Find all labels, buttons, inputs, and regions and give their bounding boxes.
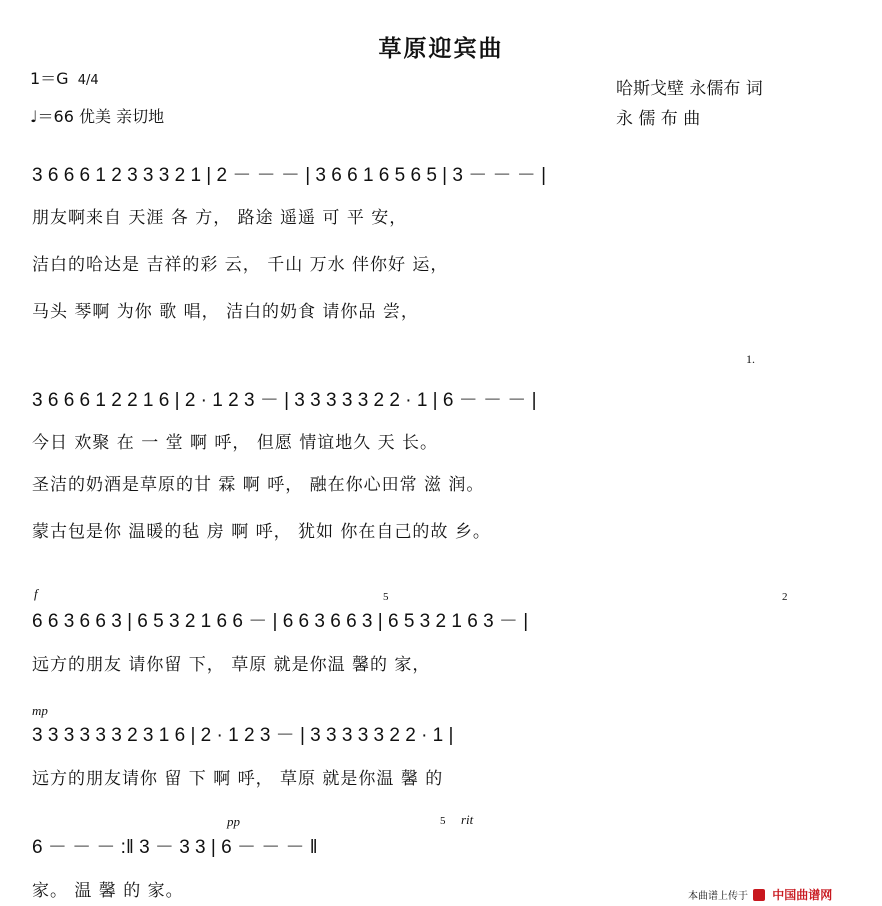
notation-line-3: 6 6 3 6 6 3 | 6 5 3 2 1 6 6 － | 6 6 3 6 6 3 | 6 5 3 2 1 6 3 － |	[32, 611, 529, 632]
notation-line-2: 3 6 6 6 1 2 2 1 6 | 2 · 1 2 3 － | 3 3 3 3 3 2 2 · 1 | 6 － － － |	[32, 390, 537, 411]
lyric-line-2-verse-1: 今日 欢聚 在 一 堂 啊 呼， 但愿 情谊地久 天 长。	[32, 433, 439, 453]
lyricist-credit: 哈斯戈壁 永儒布 词	[616, 79, 763, 99]
dynamic-forte: f	[34, 586, 38, 601]
source-watermark	[688, 884, 832, 903]
key-signature	[30, 66, 99, 89]
composer-credit: 永 儒 布 曲	[616, 109, 701, 129]
time-signature: 4/4	[77, 73, 99, 88]
lyric-line-1-verse-1: 朋友啊来自 天涯 各 方， 路途 遥遥 可 平 安，	[32, 208, 408, 228]
key-label: 1＝G	[30, 69, 69, 88]
site-name: 中国曲谱网	[772, 888, 833, 902]
tempo-marking: ♩＝66 优美 亲切地	[30, 107, 165, 126]
lyric-line-1-verse-3: 马头 琴啊 为你 歌 唱， 洁白的奶食 请你品 尝，	[32, 302, 419, 322]
grace-note-3: 5	[440, 815, 446, 827]
upload-text: 本曲谱上传于	[688, 891, 748, 902]
grace-note-1: 5	[383, 591, 389, 603]
volta-bracket: 1.	[746, 352, 755, 366]
ritardando-marking: rit	[461, 812, 474, 827]
lyric-line-2-verse-2: 圣洁的奶酒是草原的甘 霖 啊 呼， 融在你心田常 滋 润。	[32, 475, 485, 495]
lyric-line-4: 远方的朋友请你 留 下 啊 呼， 草原 就是你温 馨 的	[32, 769, 444, 789]
notation-line-1: 3 6 6 6 1 2 3 3 3 2 1 | 2 － － － | 3 6 6 1 6 5 6 5 | 3 － － － |	[32, 165, 547, 186]
lyric-line-1-verse-2: 洁白的哈达是 吉祥的彩 云， 千山 万水 伴你好 运，	[32, 255, 449, 275]
score-title: 草原迎宾曲	[378, 36, 504, 62]
dynamic-pianissimo: pp	[227, 814, 240, 829]
lyric-line-3: 远方的朋友 请你留 下， 草原 就是你温 馨的 家，	[32, 655, 431, 675]
lyric-line-2-verse-3: 蒙古包是你 温暖的毡 房 啊 呼， 犹如 你在自己的故 乡。	[32, 522, 491, 542]
notation-line-4: 3 3 3 3 3 3 2 3 1 6 | 2 · 1 2 3 － | 3 3 3 3 3 2 2 · 1 |	[32, 725, 454, 746]
lyric-line-5: 家。 温 馨 的 家。	[32, 881, 184, 901]
notation-line-5: 6 － － － :‖ 3 － 3 3 | 6 － － － ‖	[32, 837, 318, 858]
grace-note-2: 2	[782, 591, 788, 603]
site-logo-icon	[753, 889, 765, 901]
dynamic-mezzo-piano: mp	[32, 703, 48, 718]
